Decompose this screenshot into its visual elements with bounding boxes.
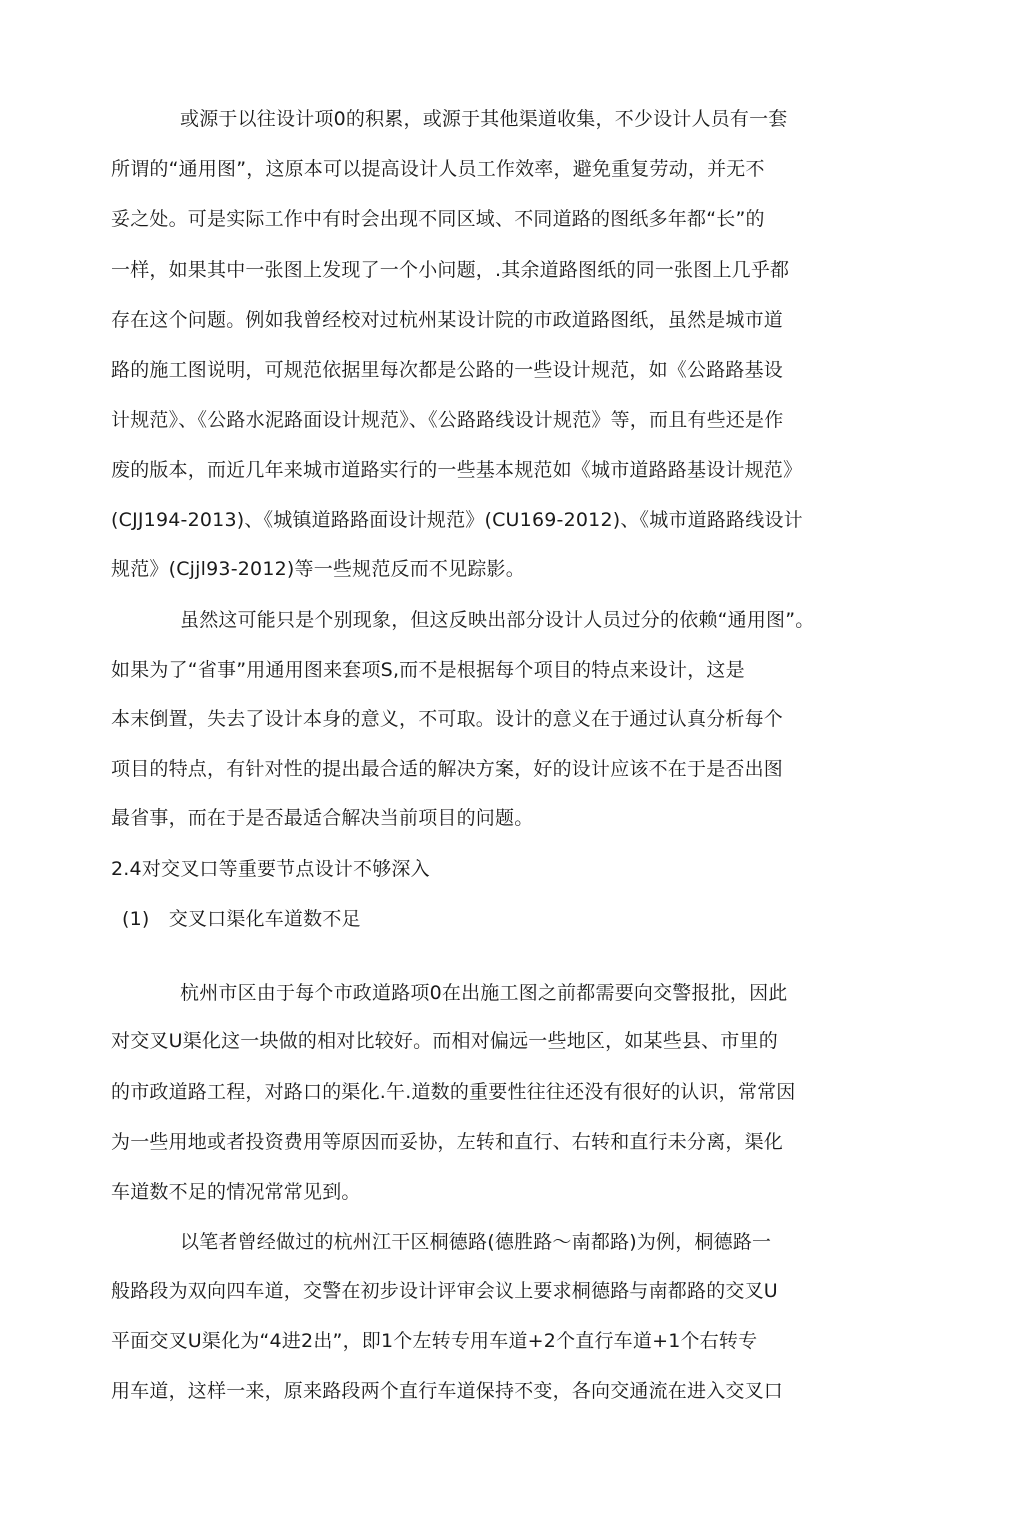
paragraph-1-line-2: 所谓的“通用图”，这原本可以提高设计人员工作效率，避免重复劳动，并无不 [111,158,765,180]
paragraph-1-line-3: 妥之处。可是实际工作中有时会出现不同区域、不同道路的图纸多年都“长”的 [111,208,765,230]
paragraph-4-line-3: 平面交叉U渠化为“4进2出”，即1个左转专用车道+2个直行车道+1个右转专 [111,1330,758,1352]
paragraph-1-line-5: 存在这个问题。例如我曾经校对过杭州某设计院的市政道路图纸，虽然是城市道 [111,309,784,331]
paragraph-3-line-4: 为一些用地或者投资费用等原因而妥协，左转和直行、右转和直行未分离，渠化 [111,1131,784,1153]
paragraph-2-line-4: 项目的特点，有针对性的提出最合适的解决方案，好的设计应该不在于是否出图 [111,758,784,780]
paragraph-1-line-10: 规范》(Cjjl93-2012)等一些规范反而不见踪影。 [111,558,525,580]
paragraph-1-line-6: 路的施工图说明，可规范依据里每次都是公路的一些设计规范，如《公路路基设 [111,359,784,381]
paragraph-1-line-9: (CJJ194-2013)、《城镇道路路面设计规范》(CU169-2012)、《城市道路路线设计 [111,509,803,531]
section-heading: 2.4对交叉口等重要节点设计不够深入 [111,858,430,880]
paragraph-4-line-1: 以笔者曾经做过的杭州江干区桐德路(德胜路〜南都路)为例，桐德路一 [180,1231,772,1253]
paragraph-1-line-8: 废的版本，而近几年来城市道路实行的一些基本规范如《城市道路路基设计规范》 [111,459,803,481]
paragraph-2-line-5: 最省事，而在于是否最适合解决当前项目的问题。 [111,807,534,829]
paragraph-3-line-3: 的市政道路工程，对路口的渠化.午.道数的重要性往往还没有很好的认识，常常因 [111,1081,796,1103]
paragraph-3-line-5: 车道数不足的情况常常见到。 [111,1181,361,1203]
paragraph-4-line-4: 用车道，这样一来，原来路段两个直行车道保持不变，各向交通流在进入交叉口 [111,1380,784,1402]
paragraph-2-line-1: 虽然这可能只是个别现象，但这反映出部分设计人员过分的依赖“通用图”。 [180,609,815,631]
paragraph-1-line-7: 计规范》、《公路水泥路面设计规范》、《公路路线设计规范》等，而且有些还是作 [111,409,784,431]
paragraph-2-line-2: 如果为了“省事”用通用图来套项S,而不是根据每个项目的特点来设计，这是 [111,659,745,681]
paragraph-3-line-2: 对交叉U渠化这一块做的相对比较好。而相对偏远一些地区，如某些县、市里的 [111,1030,778,1052]
paragraph-1-line-4: 一样，如果其中一张图上发现了一个小问题，.其余道路图纸的同一张图上几乎都 [111,259,790,281]
subsection-heading: (1) 交叉口渠化车道数不足 [122,908,361,930]
paragraph-4-line-2: 般路段为双向四车道，交警在初步设计评审会议上要求桐德路与南都路的交叉U [111,1280,778,1302]
paragraph-3-line-1: 杭州市区由于每个市政道路项0在出施工图之前都需要向交警报批，因此 [180,982,788,1004]
paragraph-1-line-1: 或源于以往设计项0的积累，或源于其他渠道收集，不少设计人员有一套 [180,108,788,130]
paragraph-2-line-3: 本末倒置，失去了设计本身的意义，不可取。设计的意义在于通过认真分析每个 [111,708,784,730]
